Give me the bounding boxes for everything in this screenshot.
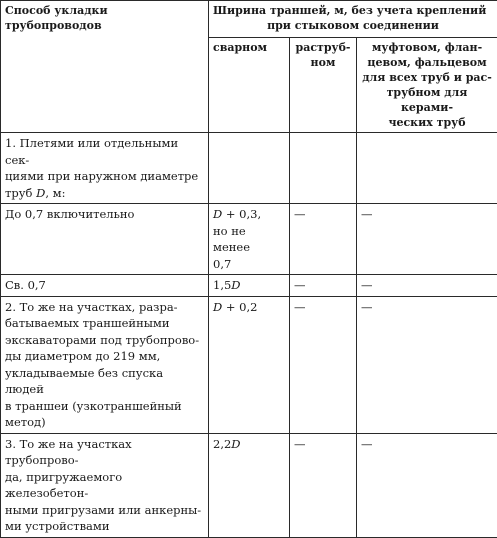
row1-coupling (357, 133, 497, 204)
header-width (209, 1, 497, 38)
row2-welded-line1: D + 0,3, (213, 206, 285, 223)
row1-method-line2: циями при наружном диаметре (5, 168, 204, 185)
row1-method (1, 133, 209, 204)
row2-welded (209, 204, 290, 275)
row3-coupling: — (357, 275, 497, 297)
header-coupling (357, 38, 497, 133)
table-row (1, 275, 497, 297)
header-width-line2: при стыковом соединении (213, 18, 493, 33)
header-socket (290, 38, 357, 133)
header-welded (209, 38, 290, 133)
header-coupling-line1: муфтовом, флан- (361, 40, 493, 55)
row5-method: 3. То же на участках трубопрово- да, пригружаемого железобетон- ными пригрузами или анкерны- ми устройствами (1, 433, 209, 537)
header-coupling-line5: ческих труб (361, 115, 493, 130)
table-row (1, 204, 497, 275)
row2-coupling: — (357, 204, 497, 275)
header-welded-label: сварном (213, 41, 267, 54)
header-width-line1: Ширина траншей, м, без учета креплений (213, 3, 493, 18)
row1-socket (290, 133, 357, 204)
row1-method-line1: 1. Плетями или отдельными сек- (5, 135, 204, 168)
header-coupling-line3: для всех труб и рас- (361, 70, 493, 85)
header-socket-line1: раструб- (294, 40, 352, 55)
row4-method: 2. То же на участках, разра- батываемых траншейными экскаваторами под трубопрово- ды диаметром до 219 мм, укладываемые без спуска людей в траншеи (узкотраншейный метод) (1, 296, 209, 433)
header-coupling-line4: трубном для керами- (361, 85, 493, 115)
row2-socket: — (290, 204, 357, 275)
row1-welded (209, 133, 290, 204)
row3-method: Св. 0,7 (1, 275, 209, 297)
row5-welded: 2,2D (209, 433, 290, 537)
row1-method-var: D (36, 186, 45, 200)
row4-coupling: — (357, 296, 497, 433)
header-method-label: Способ укладки трубопроводов (5, 4, 108, 32)
table-row (1, 433, 497, 537)
row2-welded-line3: 0,7 (213, 256, 285, 273)
header-coupling-line2: цевом, фальцевом (361, 55, 493, 70)
row2-welded-line2: но не менее (213, 223, 285, 256)
header-method (1, 1, 209, 133)
table-row (1, 296, 497, 433)
row4-socket: — (290, 296, 357, 433)
row5-socket: — (290, 433, 357, 537)
header-socket-line2: ном (294, 55, 352, 70)
row4-welded: D + 0,2 (209, 296, 290, 433)
row3-welded: 1,5D (209, 275, 290, 297)
row3-socket: — (290, 275, 357, 297)
row2-method: До 0,7 включительно (1, 204, 209, 275)
row5-coupling: — (357, 433, 497, 537)
row1-method-line3: труб D, м: (5, 185, 204, 202)
table-row (1, 133, 497, 204)
